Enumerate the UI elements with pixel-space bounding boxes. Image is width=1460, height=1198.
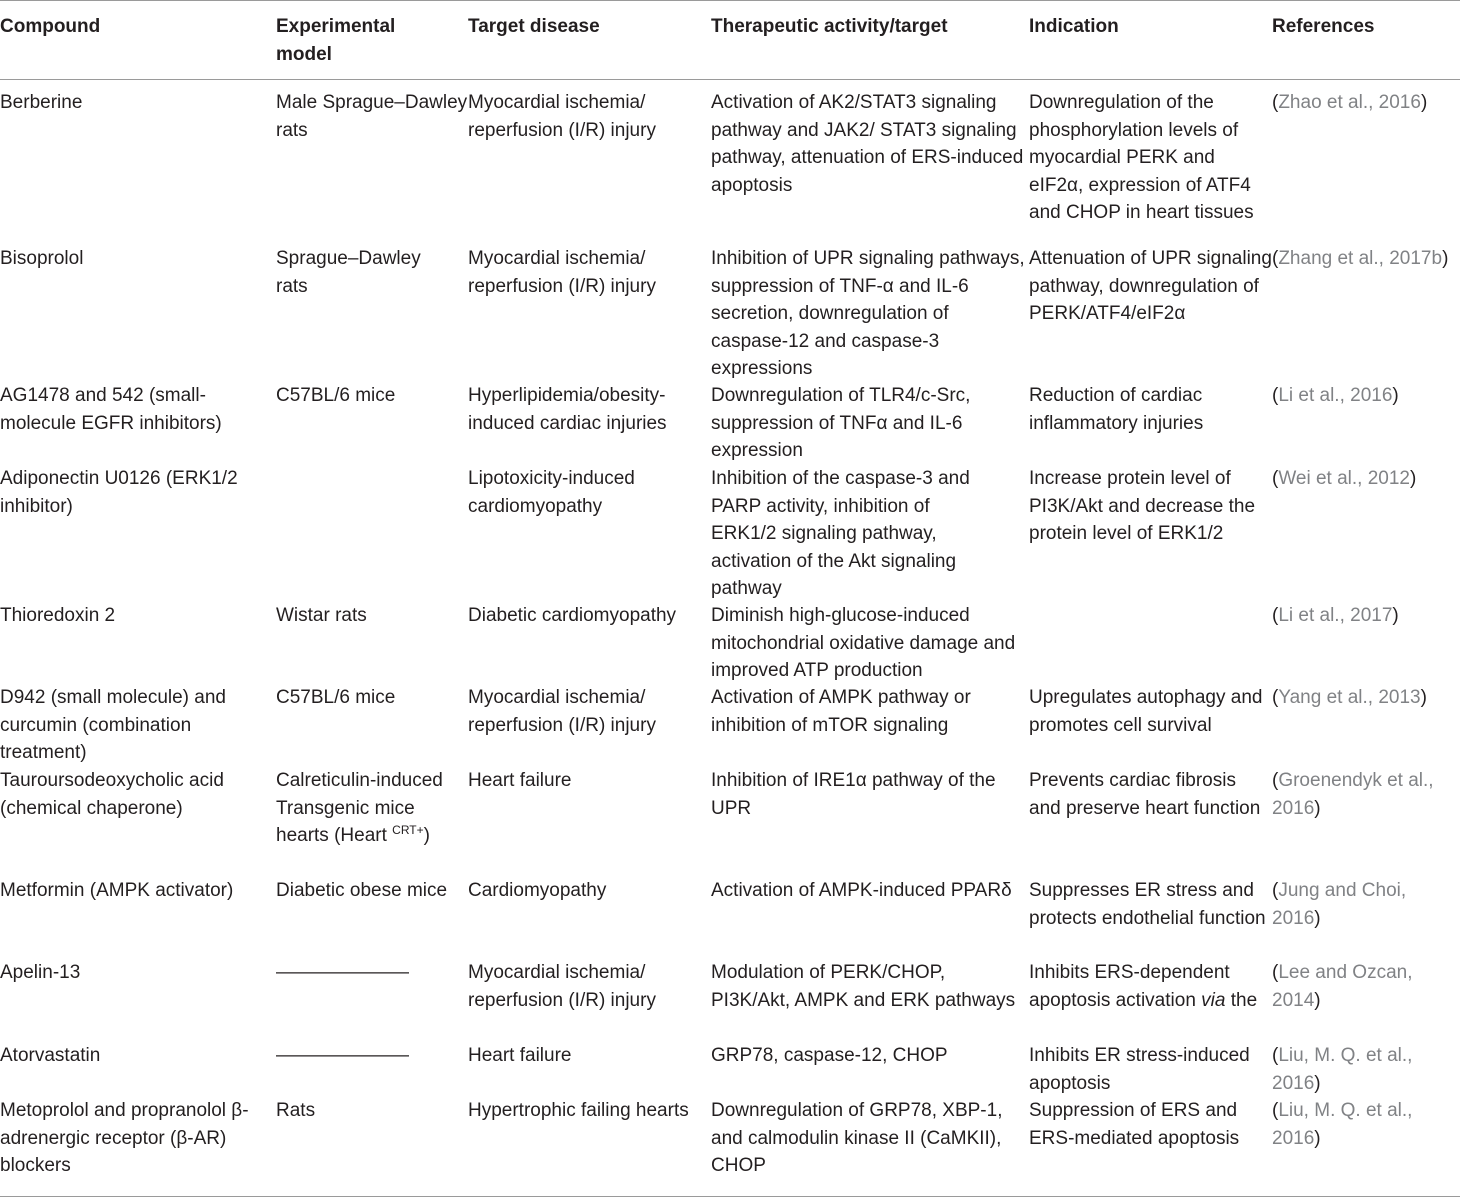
table-row — [0, 465, 1460, 602]
cell-compound: Tauroursodeoxycholic acid (chemical chaperone) — [0, 770, 224, 819]
reference-link[interactable]: Li et al., 2017 — [1278, 605, 1393, 626]
header-therapeutic-activity: Therapeutic activity/target — [711, 16, 948, 37]
cell-indication: Prevents cardiac fibrosis and preserve heart function — [1029, 770, 1261, 819]
cell-disease: Hyperlipidemia/obesity-induced cardiac injuries — [468, 385, 667, 434]
header-experimental-model: Experimental model — [276, 16, 396, 65]
cell-disease: Myocardial ischemia/ reperfusion (I/R) injury — [468, 962, 656, 1011]
table-row — [0, 684, 1460, 767]
cell-disease: Myocardial ischemia/ reperfusion (I/R) injury — [468, 687, 656, 736]
cell-reference: (Lee and Ozcan, 2014) — [1272, 962, 1413, 1011]
cell-disease: Heart failure — [468, 1045, 572, 1066]
cell-model: Rats — [276, 1100, 316, 1121]
reference-link[interactable]: Li et al., 2016 — [1278, 385, 1393, 406]
cell-indication: Inhibits ER stress-induced apoptosis — [1029, 1045, 1250, 1094]
table-row — [0, 245, 1460, 382]
cell-compound: D942 (small molecule) and curcumin (combination treatment) — [0, 687, 226, 763]
cell-activity: Activation of AK2/STAT3 signaling pathway and JAK2/ STAT3 signaling pathway, attenuation of ERS-induced apoptosis — [711, 92, 1024, 196]
cell-disease: Myocardial ischemia/ reperfusion (I/R) injury — [468, 92, 656, 141]
cell-model: C57BL/6 mice — [276, 687, 396, 708]
table-row — [0, 602, 1460, 684]
cell-indication: Reduction of cardiac inflammatory injuries — [1029, 385, 1204, 434]
table-row — [0, 1042, 1460, 1097]
cell-reference: (Liu, M. Q. et al., 2016) — [1272, 1100, 1413, 1149]
header-target-disease: Target disease — [468, 16, 600, 37]
cell-model: Wistar rats — [276, 605, 367, 626]
table-bottom-rule — [0, 1196, 1460, 1197]
reference-link[interactable]: Groenendyk et al., 2016 — [1272, 770, 1434, 819]
cell-compound: Apelin-13 — [0, 962, 81, 983]
cell-reference: (Li et al., 2017) — [1272, 605, 1399, 626]
cell-reference: (Jung and Choi, 2016) — [1272, 880, 1407, 929]
cell-compound: AG1478 and 542 (small-molecule EGFR inhibitors) — [0, 385, 222, 434]
cell-model: ——————— — [276, 1045, 409, 1066]
cell-activity: Inhibition of IRE1α pathway of the UPR — [711, 770, 996, 819]
cell-activity: Modulation of PERK/CHOP, PI3K/Akt, AMPK and ERK pathways — [711, 962, 1016, 1011]
cell-activity: Activation of AMPK pathway or inhibition of mTOR signaling — [711, 687, 971, 736]
table-row — [0, 877, 1460, 959]
cell-compound: Atorvastatin — [0, 1045, 101, 1066]
cell-disease: Heart failure — [468, 770, 572, 791]
cell-compound: Adiponectin U0126 (ERK1/2 inhibitor) — [0, 468, 238, 517]
cell-indication: Attenuation of UPR signaling pathway, downregulation of PERK/ATF4/eIF2α — [1029, 248, 1272, 324]
reference-link[interactable]: Zhang et al., 2017b — [1278, 248, 1443, 269]
cell-reference: (Groenendyk et al., 2016) — [1272, 770, 1434, 819]
table-row — [0, 767, 1460, 877]
cell-compound: Berberine — [0, 92, 83, 113]
reference-link[interactable]: Zhao et al., 2016 — [1278, 92, 1421, 113]
table-row — [0, 1097, 1460, 1180]
cell-indication: Suppresses ER stress and protects endothelial function — [1029, 880, 1266, 929]
cell-disease: Hypertrophic failing hearts — [468, 1100, 689, 1121]
reference-link[interactable]: Wei et al., 2012 — [1278, 468, 1411, 489]
cell-indication: Upregulates autophagy and promotes cell survival — [1029, 687, 1263, 736]
cell-disease: Myocardial ischemia/ reperfusion (I/R) injury — [468, 248, 656, 297]
cell-indication: Increase protein level of PI3K/Akt and decrease the protein level of ERK1/2 — [1029, 468, 1256, 544]
header-references: References — [1272, 16, 1375, 37]
cell-reference: (Liu, M. Q. et al., 2016) — [1272, 1045, 1413, 1094]
cell-model: Calreticulin-induced Transgenic mice hearts (Heart $^{CRT+}$) — [276, 770, 443, 846]
cell-activity: Diminish high-glucose-induced mitochondrial oxidative damage and improved ATP production — [711, 605, 1016, 681]
cell-compound: Bisoprolol — [0, 248, 84, 269]
cell-reference: (Yang et al., 2013) — [1272, 687, 1427, 708]
table-row — [0, 382, 1460, 465]
cell-model: Diabetic obese mice — [276, 880, 448, 901]
cell-activity: Inhibition of UPR signaling pathways, suppression of TNF-α and IL-6 secretion, downregulation of caspase-12 and caspase-3 expressions — [711, 248, 1025, 379]
cell-compound: Thioredoxin 2 — [0, 605, 116, 626]
table-header-row — [0, 0, 1460, 80]
table-row — [0, 80, 1460, 245]
cell-disease: Cardiomyopathy — [468, 880, 607, 901]
cell-compound: Metoprolol and propranolol β-adrenergic receptor (β-AR) blockers — [0, 1100, 249, 1176]
table-row — [0, 959, 1460, 1042]
cell-model — [276, 465, 468, 602]
reference-link[interactable]: Liu, M. Q. et al., 2016 — [1272, 1100, 1413, 1149]
cell-activity: Activation of AMPK-induced PPARδ — [711, 880, 1012, 901]
header-indication: Indication — [1029, 16, 1119, 37]
cell-model: Male Sprague–Dawley rats — [276, 92, 468, 141]
cell-indication: Downregulation of the phosphorylation levels of myocardial PERK and eIF2α, expression of ATF4 and CHOP in heart tissues — [1029, 92, 1254, 223]
cell-activity: Inhibition of the caspase-3 and PARP activity, inhibition of ERK1/2 signaling pathway, activation of the Akt signaling pathway — [711, 468, 970, 599]
cell-reference: (Zhao et al., 2016) — [1272, 92, 1428, 113]
cell-indication: Suppression of ERS and ERS-mediated apoptosis — [1029, 1100, 1240, 1149]
reference-link[interactable]: Jung and Choi, 2016 — [1272, 880, 1407, 929]
cell-activity: Downregulation of TLR4/c-Src, suppression of TNFα and IL-6 expression — [711, 385, 971, 461]
cell-disease: Lipotoxicity-induced cardiomyopathy — [468, 468, 635, 517]
cell-reference: (Wei et al., 2012) — [1272, 468, 1417, 489]
cell-activity: GRP78, caspase-12, CHOP — [711, 1045, 948, 1066]
cell-indication: Inhibits ERS-dependent apoptosis activation via the — [1029, 962, 1258, 1011]
cell-indication — [1029, 602, 1272, 684]
cell-reference: (Zhang et al., 2017b) — [1272, 248, 1449, 269]
reference-link[interactable]: Lee and Ozcan, 2014 — [1272, 962, 1413, 1011]
reference-link[interactable]: Liu, M. Q. et al., 2016 — [1272, 1045, 1413, 1094]
cell-reference: (Li et al., 2016) — [1272, 385, 1399, 406]
header-compound: Compound — [0, 16, 101, 37]
cell-activity: Downregulation of GRP78, XBP-1, and calmodulin kinase II (CaMKII), CHOP — [711, 1100, 1003, 1176]
cell-model: C57BL/6 mice — [276, 385, 396, 406]
cell-disease: Diabetic cardiomyopathy — [468, 605, 677, 626]
cell-model: Sprague–Dawley rats — [276, 248, 421, 297]
cell-model: ——————— — [276, 962, 409, 983]
cell-compound: Metformin (AMPK activator) — [0, 880, 234, 901]
reference-link[interactable]: Yang et al., 2013 — [1278, 687, 1421, 708]
